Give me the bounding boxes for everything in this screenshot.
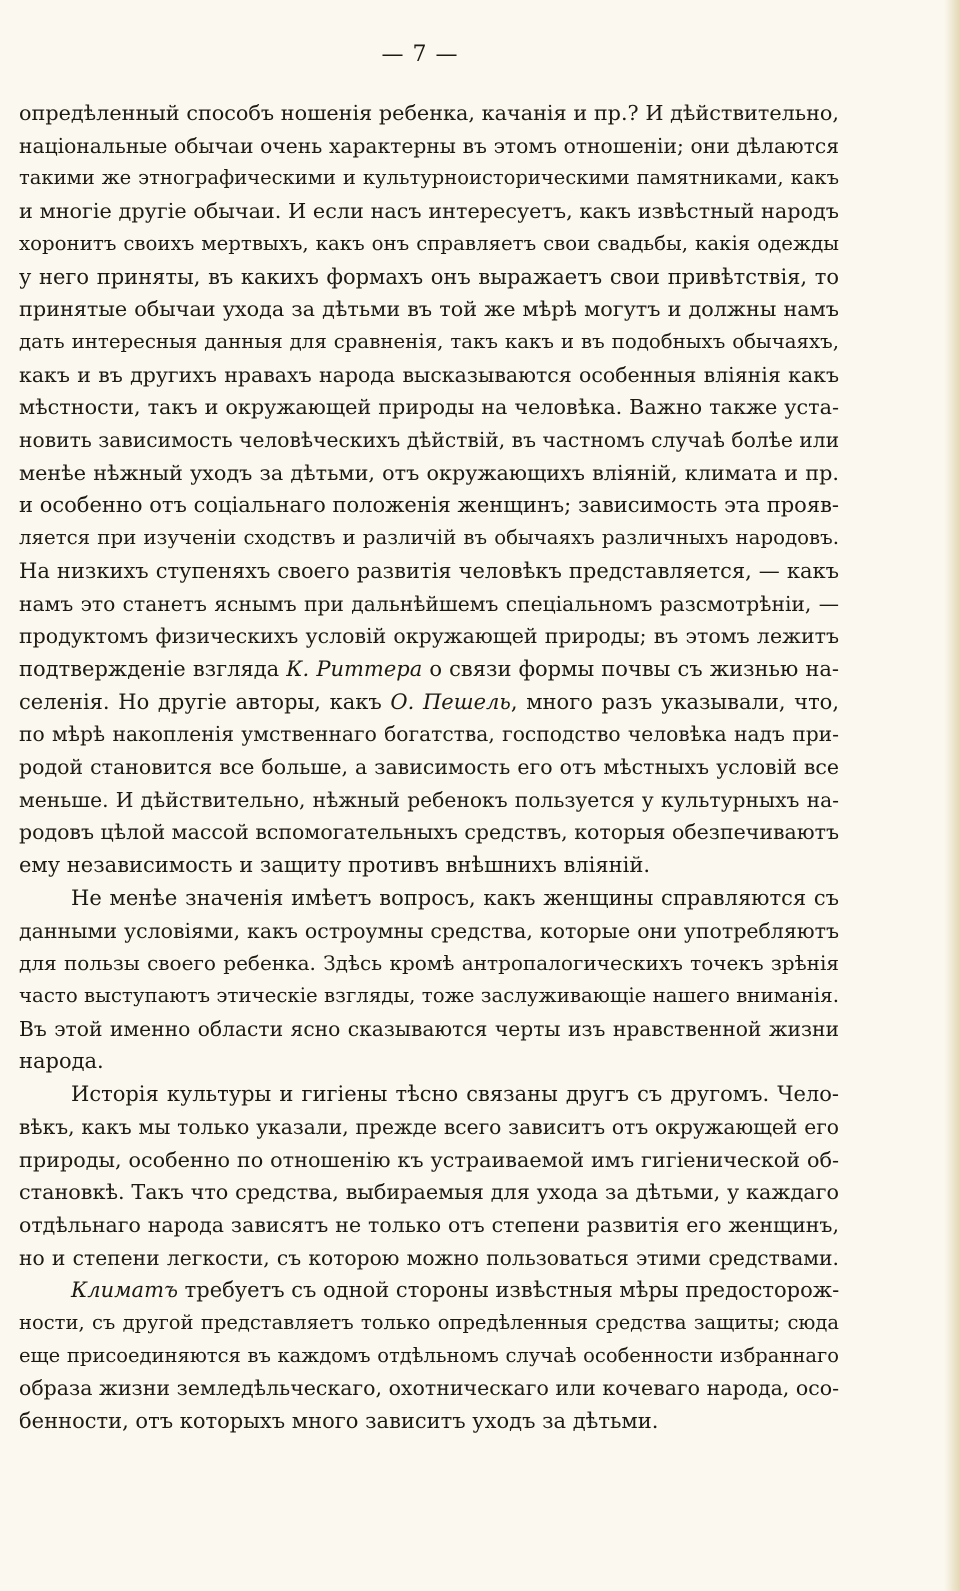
text-line: у него приняты, въ какихъ формахъ онъ выражаетъ свои привѣтствія, то	[19, 264, 839, 289]
text-line: національные обычаи очень характерны въ этомъ отношеніи; они дѣлаются	[19, 133, 839, 158]
text-line: отдѣльнаго народа зависятъ не только отъ степени развитія его женщинъ,	[19, 1212, 839, 1237]
text-line: менѣе нѣжный уходъ за дѣтьми, отъ окружающихъ вліяній, климата и пр.	[19, 460, 839, 485]
italic-name: Климатъ	[71, 1278, 178, 1303]
text-line: еще присоединяются въ каждомъ отдѣльномъ случаѣ особенности избраннаго	[19, 1343, 839, 1367]
text-line	[19, 1274, 839, 1307]
text-line: дать интересныя данныя для сравненія, такъ какъ и въ подобныхъ обычаяхъ,	[19, 329, 839, 353]
page-edge-shadow	[944, 0, 960, 1591]
italic-name: О. Пешель	[390, 689, 511, 714]
text-line	[19, 686, 839, 719]
text-segment: подтвержденіе взгляда	[19, 656, 287, 681]
text-line: часто выступаютъ этическіе взгляды, тоже заслуживающіе нашего вниманія.	[19, 983, 839, 1007]
text-line: такими же этнографическими и культурноисторическими памятниками, какъ	[19, 166, 839, 190]
text-line: образа жизни земледѣльческаго, охотническаго или кочеваго народа, осо-	[19, 1376, 839, 1401]
page-number: — 7 —	[381, 42, 459, 67]
text-line: ности, съ другой представляетъ только опредѣленныя средства защиты; сюда	[19, 1311, 839, 1335]
text-line: меньше. И дѣйствительно, нѣжный ребенокъ пользуется у культурныхъ на-	[19, 787, 839, 812]
text-line: становкѣ. Такъ что средства, выбираемыя для ухода за дѣтьми, у каждаго	[19, 1180, 839, 1205]
text-line: вѣкъ, какъ мы только указали, прежде всего зависитъ отъ окружающей его	[19, 1114, 839, 1139]
text-segment: о связи формы почвы съ жизнью на-	[422, 656, 839, 681]
text-line: мѣстности, такъ и окружающей природы на человѣка. Важно также уста-	[19, 395, 839, 420]
text-line: опредѣленный способъ ношенія ребенка, качанія и пр.? И дѣйствительно,	[19, 101, 839, 125]
text-line: бенности, отъ которыхъ много зависитъ уходъ за дѣтьми.	[19, 1409, 659, 1434]
text-line: принятые обычаи ухода за дѣтьми въ той же мѣрѣ могутъ и должны намъ	[19, 297, 839, 322]
text-line: новить зависимость человѣческихъ дѣйствій, въ частномъ случаѣ болѣе или	[19, 428, 839, 453]
text-line: Исторія культуры и гигіены тѣсно связаны другъ съ другомъ. Чело-	[71, 1082, 839, 1107]
body-text	[19, 97, 839, 1438]
text-segment: селенія. Но другіе авторы, какъ	[19, 689, 391, 714]
text-line: Въ этой именно области ясно сказываются черты изъ нравственной жизни	[19, 1016, 839, 1041]
text-line: природы, особенно по отношенію къ устраиваемой имъ гигіенической об-	[19, 1147, 839, 1172]
text-line: какъ и въ другихъ нравахъ народа высказываются особенныя вліянія какъ	[19, 362, 839, 387]
text-line: по мѣрѣ накопленія умственнаго богатства, господство человѣка надъ при-	[19, 722, 839, 747]
text-line: ляется при изученіи сходствъ и различій въ обычаяхъ различныхъ народовъ.	[19, 526, 839, 550]
text-line: ему независимость и защиту противъ внѣшнихъ вліяній.	[19, 853, 650, 878]
text-line: и многіе другіе обычаи. И если насъ интересуетъ, какъ извѣстный народъ	[19, 199, 839, 224]
text-line: но и степени легкости, съ которою можно пользоваться этими средствами.	[19, 1245, 839, 1270]
italic-name: К. Риттера	[286, 656, 423, 681]
text-line: родовъ цѣлой массой вспомогательныхъ средствъ, которыя обезпечиваютъ	[19, 820, 839, 845]
text-line: хоронитъ своихъ мертвыхъ, какъ онъ справляетъ свои свадьбы, какія одежды	[19, 231, 839, 255]
text-line: намъ это станетъ яснымъ при дальнѣйшемъ спеціальномъ разсмотрѣніи, —	[19, 591, 839, 616]
text-line: для пользы своего ребенка. Здѣсь кромѣ антропалогическихъ точекъ зрѣнія	[19, 951, 839, 976]
text-line: данными условіями, какъ остроумны средства, которые они употребляютъ	[19, 918, 839, 943]
text-line: Не менѣе значенія имѣетъ вопросъ, какъ женщины справляются съ	[71, 885, 839, 910]
text-segment: требуетъ съ одной стороны извѣстныя мѣры предосторож-	[178, 1278, 839, 1303]
text-line	[19, 653, 839, 686]
text-line: и особенно отъ соціальнаго положенія женщинъ; зависимость эта прояв-	[19, 493, 839, 518]
text-line: родой становится все больше, а зависимость его отъ мѣстныхъ условій все	[19, 755, 839, 780]
text-line: продуктомъ физическихъ условій окружающей природы; въ этомъ лежитъ	[19, 624, 839, 649]
text-line: На низкихъ ступеняхъ своего развитія человѣкъ представляется, — какъ	[19, 558, 839, 583]
text-line: народа.	[19, 1049, 104, 1074]
text-segment: , много разъ указывали, что,	[510, 689, 839, 714]
